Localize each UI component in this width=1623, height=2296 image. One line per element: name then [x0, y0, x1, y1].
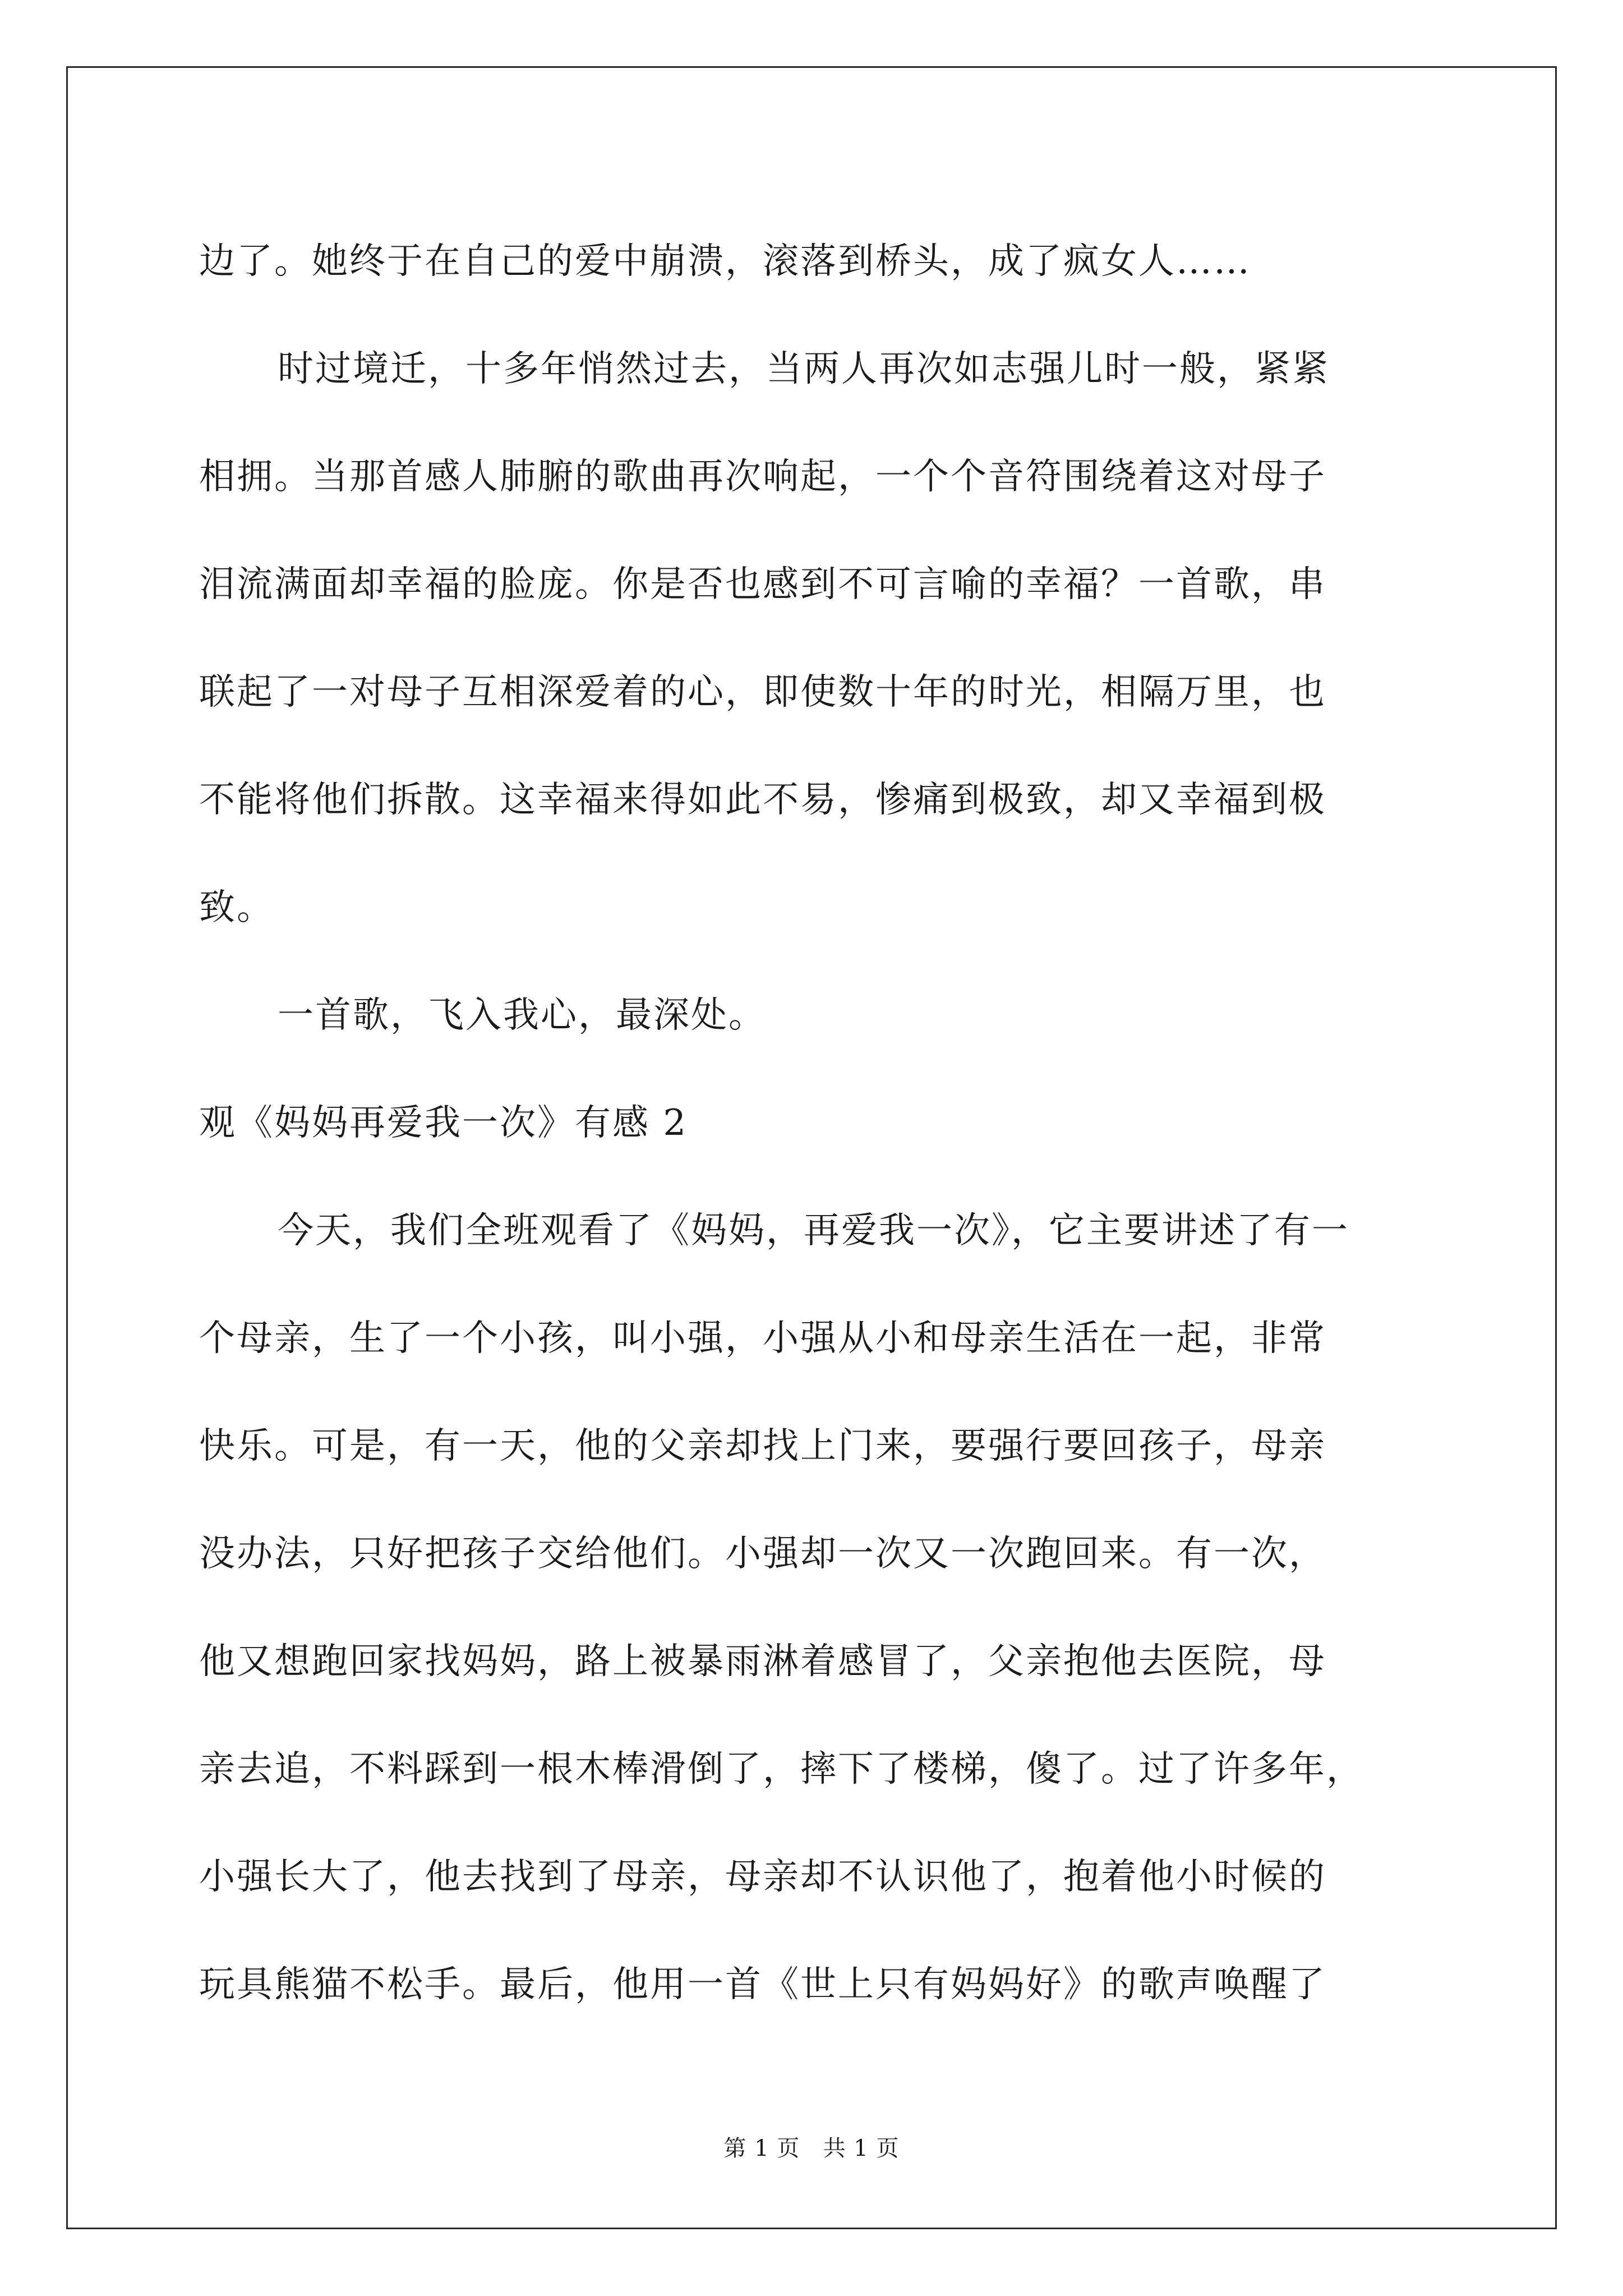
- document-body: [199, 208, 1433, 2039]
- text-line: 联起了一对母子互相深爱着的心，即使数十年的时光，相隔万里，也: [199, 671, 1326, 713]
- page-footer: [0, 2134, 1623, 2162]
- text-line: 快乐。可是，有一天，他的父亲却找上门来，要强行要回孩子，母亲: [199, 1425, 1326, 1467]
- text-line: 今天，我们全班观看了《妈妈，再爱我一次》，它主要讲述了有一: [278, 1210, 1349, 1251]
- text-line: 相拥。当那首感人肺腑的歌曲再次响起，一个个音符围绕着这对母子: [199, 456, 1326, 498]
- text-line: 小强长大了，他去找到了母亲，母亲却不认识他了，抱着他小时候的: [199, 1856, 1326, 1898]
- text-line: 亲去追，不料踩到一根木棒滑倒了，摔下了楼梯，傻了。过了许多年，: [199, 1749, 1364, 1790]
- text-line: 没办法，只好把孩子交给他们。小强却一次又一次跑回来。有一次，: [199, 1533, 1326, 1575]
- text-line: 一首歌，飞入我心，最深处。: [278, 995, 766, 1036]
- text-line: 致。: [199, 887, 274, 928]
- text-line: 他又想跑回家找妈妈，路上被暴雨淋着感冒了，父亲抱他去医院，母: [199, 1641, 1326, 1682]
- text-line: 边了。她终于在自己的爱中崩溃，滚落到桥头，成了疯女人……: [199, 241, 1251, 282]
- page-number: 第 1 页 共 1 页: [723, 2136, 900, 2161]
- text-line: 泪流满面却幸福的脸庞。你是否也感到不可言喻的幸福？一首歌，串: [199, 564, 1326, 605]
- section-title: 观《妈妈再爱我一次》有感 2: [199, 1102, 688, 1144]
- text-line: 时过境迁，十多年悄然过去，当两人再次如志强儿时一般，紧紧: [278, 348, 1330, 390]
- text-line: 不能将他们拆散。这幸福来得如此不易，惨痛到极致，却又幸福到极: [199, 779, 1326, 821]
- text-line: 个母亲，生了一个小孩，叫小强，小强从小和母亲生活在一起，非常: [199, 1318, 1326, 1359]
- text-line: 玩具熊猫不松手。最后，他用一首《世上只有妈妈好》的歌声唤醒了: [199, 1964, 1326, 2005]
